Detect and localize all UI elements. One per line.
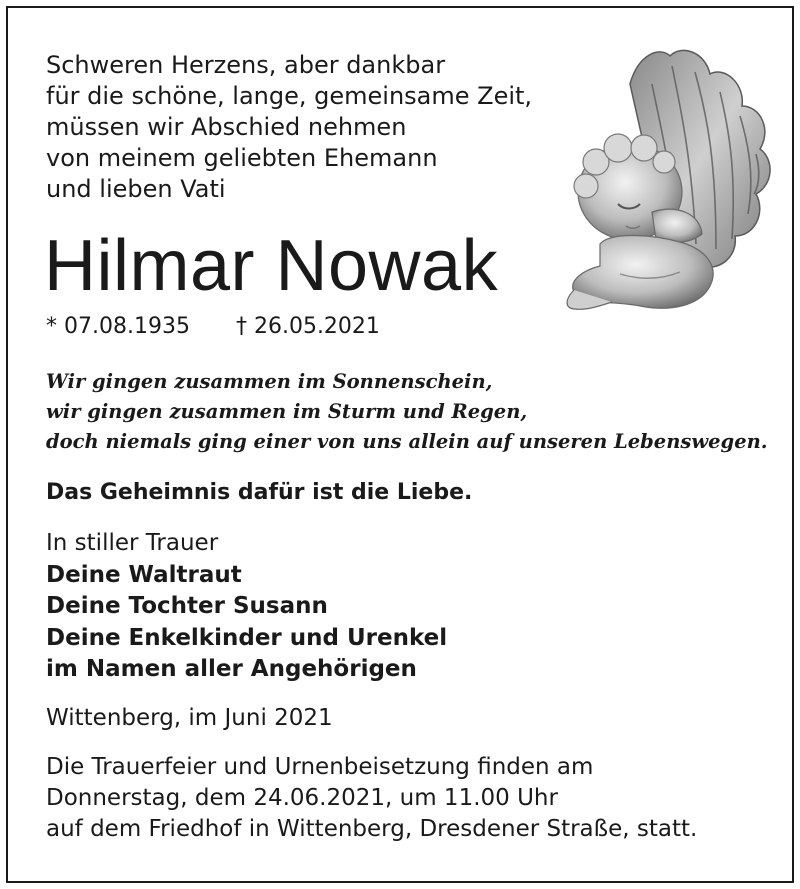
intro-line: und lieben Vati — [46, 175, 226, 203]
ceremony-info — [46, 752, 697, 845]
life-dates — [46, 312, 380, 342]
death-date: † 26.05.2021 — [235, 314, 380, 339]
poem — [46, 367, 768, 457]
poem-line: wir gingen zusammen im Sturm und Regen, — [46, 400, 528, 423]
ceremony-line: auf dem Friedhof in Wittenberg, Dresdener Straße, statt. — [46, 816, 698, 842]
mourner-name: Deine Waltraut — [46, 561, 242, 588]
mourners-block — [46, 528, 447, 686]
mourner-name: Deine Tochter Susann — [46, 593, 328, 619]
intro-line: Schweren Herzens, aber dankbar — [46, 51, 446, 79]
intro-line: von meinem geliebten Ehemann — [46, 144, 438, 172]
intro-text — [46, 50, 532, 205]
mourner-name: im Namen aller Angehörigen — [46, 656, 417, 682]
intro-line: müssen wir Abschied nehmen — [46, 113, 407, 141]
mourner-name: Deine Enkelkinder und Urenkel — [46, 624, 448, 651]
ceremony-line: Die Trauerfeier und Urnenbeisetzung finden am — [46, 754, 594, 780]
place-date: Wittenberg, im Juni 2021 — [46, 705, 333, 731]
poem-line: Wir gingen zusammen im Sonnenschein, — [46, 370, 493, 393]
intro-line: für die schöne, lange, gemeinsame Zeit, — [46, 82, 533, 110]
sleeping-angel-figurine-icon — [560, 44, 780, 326]
poem-line: doch niemals ging einer von uns allein auf unseren Lebenswegen. — [46, 430, 768, 453]
motto: Das Geheimnis dafür ist die Liebe. — [46, 480, 473, 505]
birth-date: * 07.08.1935 — [46, 314, 190, 339]
ceremony-line: Donnerstag, dem 24.06.2021, um 11.00 Uhr — [46, 785, 558, 811]
deceased-name: Hilmar Nowak — [44, 226, 499, 306]
mourning-intro: In stiller Trauer — [46, 530, 219, 556]
